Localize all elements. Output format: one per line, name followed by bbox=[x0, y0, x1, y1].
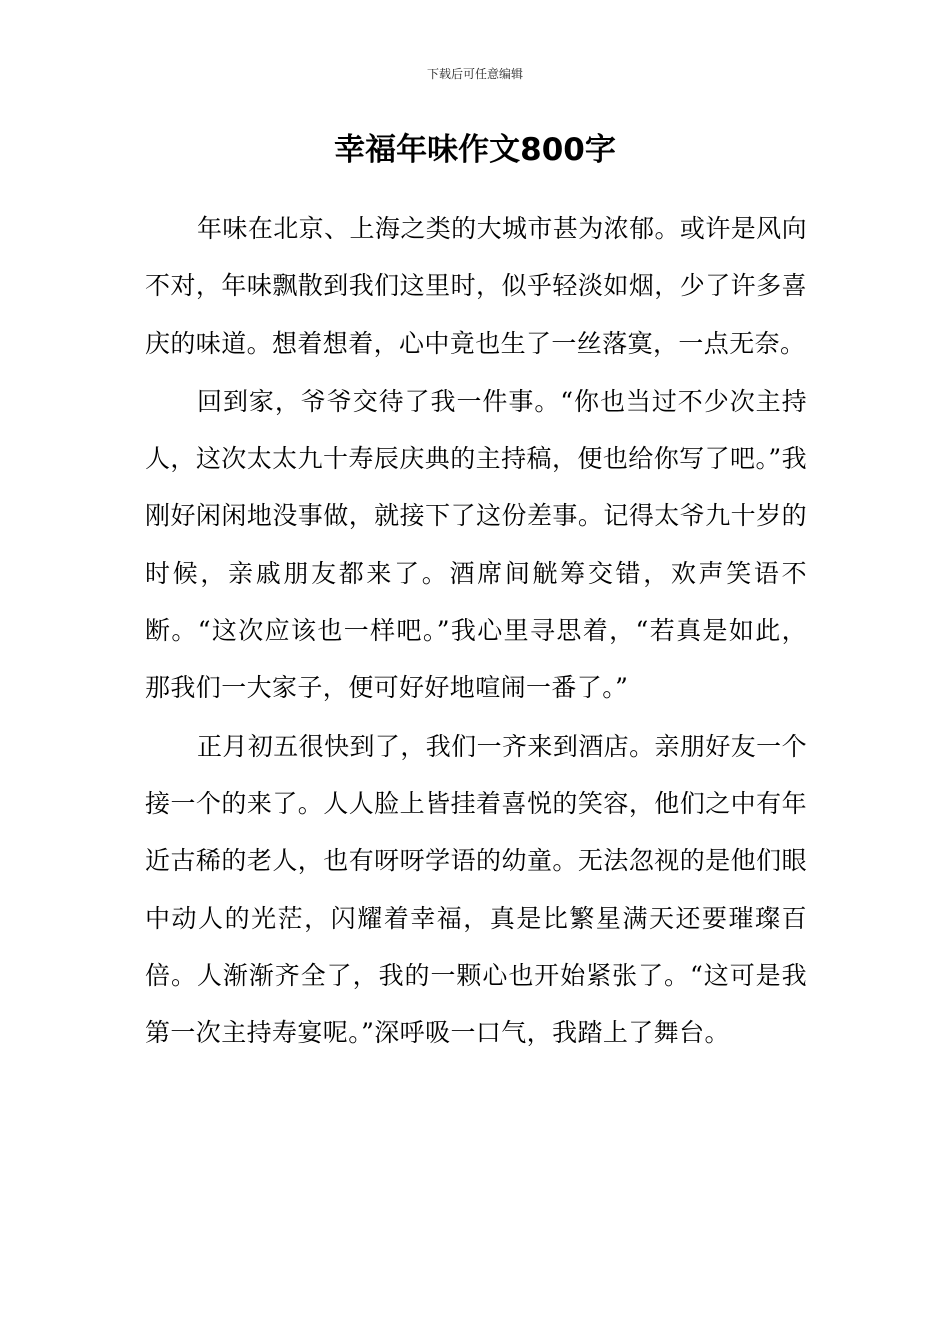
body-paragraph-3: 正月初五很快到了，我们一齐来到酒店。亲朋好友一个接一个的来了。人人脸上皆挂着喜悦的笑容，他们之中有年近古稀的老人，也有呀呀学语的幼童。无法忽视的是他们眼中动人的光茫，闪耀着幸福，真是比繁星满天还要璀璨百倍。人渐渐齐全了，我的一颗心也开始紧张了。“这可是我第一次主持寿宴呢。”深呼吸一口气，我踏上了舞台。 bbox=[145, 731, 807, 1048]
header-note: 下载后可任意编辑 bbox=[426, 67, 523, 81]
document-body bbox=[145, 200, 807, 1062]
body-paragraph-2: 回到家，爷爷交待了我一件事。“你也当过不少次主持人，这次太太九十寿辰庆典的主持稿，便也给你写了吧。”我刚好闲闲地没事做，就接下了这份差事。记得太爷九十岁的时候，亲戚朋友都来了。酒席间觥筹交错，欢声笑语不断。“这次应该也一样吧。”我心里寻思着，“若真是如此，那我们一大家子，便可好好地喧闹一番了。” bbox=[145, 386, 807, 703]
body-paragraph-1: 年味在北京、上海之类的大城市甚为浓郁。或许是风向不对，年味飘散到我们这里时，似乎轻淡如烟，少了许多喜庆的味道。想着想着，心中竟也生了一丝落寞，一点无奈。 bbox=[145, 214, 807, 358]
document-title: 幸福年味作文800字 bbox=[334, 132, 616, 168]
